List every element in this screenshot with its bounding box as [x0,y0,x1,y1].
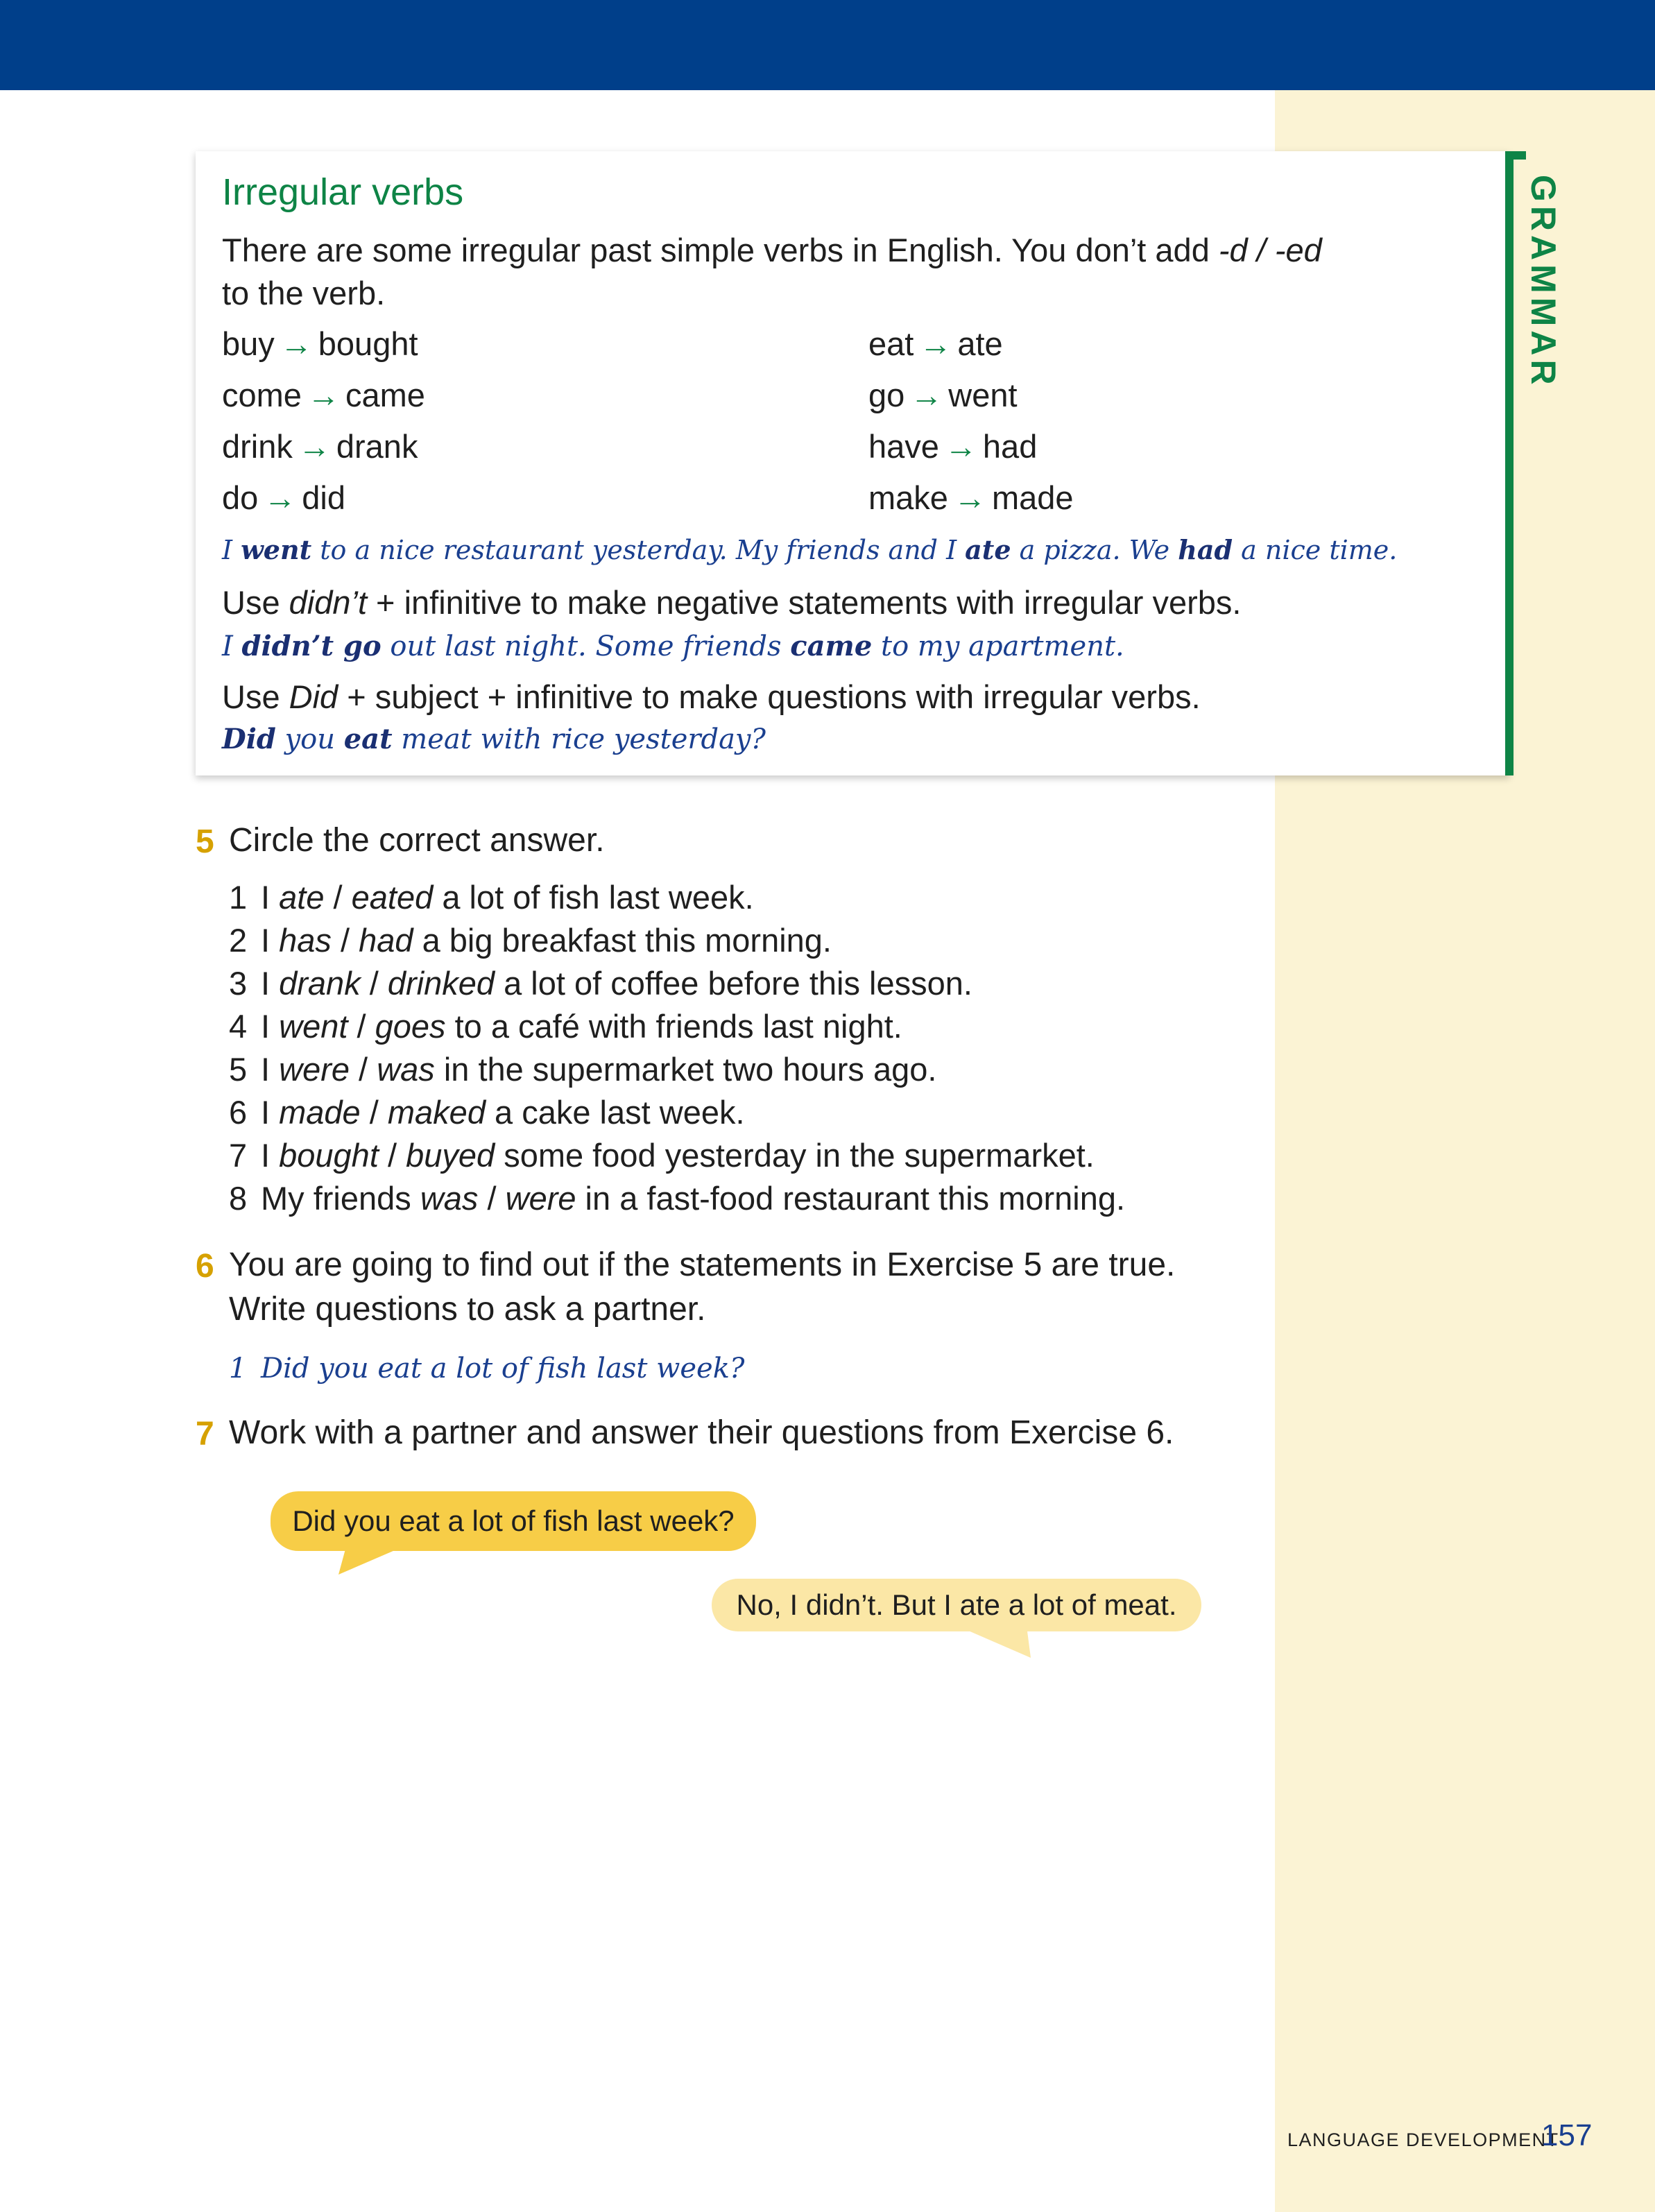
exercise-5-item [261,1093,745,1131]
speech-bubble-question: Did you eat a lot of fish last week? [271,1491,756,1551]
example-text: out last night. Some friends [381,631,791,662]
item-number: 8 [229,1180,248,1217]
item-text: some food yesterday in the supermarket. [495,1137,1095,1174]
verb-past: made [991,479,1074,516]
example-text: a nice time. [1233,535,1398,565]
exercise-6-example: Did you eat a lot of fish last week? [261,1353,745,1384]
arrow-icon: → [280,325,313,362]
option-separator: / [378,1137,406,1174]
item-text: to a café with friends last night. [445,1008,902,1045]
exercise-5-item [261,878,754,916]
option-b[interactable]: drinked [387,965,495,1002]
item-text: I [261,879,280,916]
exercise-5-item [261,964,972,1002]
grammar-intro [222,229,1322,272]
item-text: in the supermarket two hours ago. [434,1051,937,1088]
option-separator: / [360,965,388,1002]
example-text: a pizza. We [1011,535,1178,565]
exercise-7-number: 7 [196,1416,214,1452]
grammar-intro-line2: to the verb. [222,275,386,311]
verb-base: do [222,479,259,516]
exercise-5-item [261,1179,1125,1217]
example-text: meat with rice yesterday? [392,723,766,755]
intro-text: There are some irregular past simple verbs in English. You don’t add [222,232,1219,268]
example-bold: ate [965,534,1011,565]
example-text: I [222,631,242,662]
verb-pair [868,427,1037,465]
exercise-5-instruction: Circle the correct answer. [229,822,605,859]
example-bold: had [1178,534,1233,565]
option-separator: / [331,922,359,959]
example-text: to a nice restaurant yesterday. My friends and I [311,535,966,565]
option-a[interactable]: drank [279,965,361,1002]
grammar-negative-rule [222,581,1241,624]
item-text: I [261,922,280,959]
exercise-5-item [261,1136,1095,1174]
option-a[interactable]: has [279,922,332,959]
arrow-icon: → [264,479,297,516]
verb-past: bought [318,325,418,362]
speech-bubble-answer: No, I didn’t. But I ate a lot of meat. [712,1579,1201,1631]
verb-base: have [868,428,939,465]
rule-italic: Did [289,678,338,715]
verb-pair [222,427,418,465]
verb-pair [868,479,1074,517]
example-bold: went [241,534,312,565]
exercise-6-number: 6 [196,1248,214,1285]
footer-section-label: LANGUAGE DEVELOPMENT [1287,2129,1559,2150]
exercise-7-instruction: Work with a partner and answer their questions from Exercise 6. [229,1414,1174,1451]
exercise-5-item [261,1007,902,1045]
grammar-example-2 [222,630,1124,662]
exercise-5-item [261,1050,936,1088]
header-band [0,0,1655,90]
rule-text: + infinitive to make negative statements with irregular verbs. [367,584,1242,621]
arrow-icon: → [298,428,331,465]
grammar-question-rule [222,676,1201,719]
exercise-6-instruction-1: You are going to find out if the statements in Exercise 5 are true. [229,1246,1176,1283]
arrow-icon: → [944,428,977,465]
intro-suffix: -d / -ed [1218,232,1322,268]
example-bold: Did [222,723,276,755]
rule-text: Use [222,678,289,715]
item-text: a cake last week. [485,1094,745,1131]
item-text: I [261,965,280,1002]
example-bold: came [790,630,873,662]
option-a[interactable]: went [279,1008,348,1045]
arrow-icon: → [953,479,986,516]
grammar-label: GRAMMAR [1524,175,1563,389]
example-text: you [275,723,344,755]
option-separator: / [350,1051,377,1088]
verb-past: came [345,377,425,413]
verb-base: drink [222,428,293,465]
item-text: I [261,1008,280,1045]
item-number: 3 [229,965,248,1002]
verb-pair [222,376,425,414]
verb-past: went [948,377,1018,413]
verb-pair [868,376,1018,414]
page-number: 157 [1541,2118,1593,2152]
rule-text: + subject + infinitive to make questions with irregular verbs. [338,678,1201,715]
grammar-example-3 [222,723,766,755]
verb-pair [222,479,345,517]
verb-pair [868,325,1003,363]
item-text: a lot of coffee before this lesson. [495,965,972,1002]
option-b[interactable]: buyed [406,1137,495,1174]
verb-base: go [868,377,905,413]
verb-past: had [982,428,1038,465]
verb-base: buy [222,325,275,362]
verb-base: make [868,479,948,516]
verb-past: ate [957,325,1003,362]
exercise-5-number: 5 [196,823,214,860]
option-b[interactable]: maked [387,1094,486,1131]
option-b[interactable]: were [505,1180,576,1217]
example-text: to my apartment. [872,631,1124,662]
item-number: 5 [229,1051,248,1088]
item-number: 2 [229,922,248,959]
verb-base: eat [868,325,914,362]
example-bold: didn’t go [241,630,381,662]
item-text: a lot of fish last week. [433,879,754,916]
verb-base: come [222,377,302,413]
option-a[interactable]: was [420,1180,479,1217]
grammar-title: Irregular verbs [222,171,464,213]
option-a[interactable]: were [279,1051,350,1088]
example-text: I [222,535,241,565]
item-number: 7 [229,1137,248,1174]
option-a[interactable]: ate [279,879,325,916]
rule-text: Use [222,584,289,621]
item-number: 4 [229,1008,248,1045]
exercise-6-instruction-2: Write questions to ask a partner. [229,1291,706,1328]
arrow-icon: → [910,377,943,413]
option-separator: / [324,879,352,916]
option-separator: / [478,1180,506,1217]
item-text: a big breakfast this morning. [413,922,832,959]
verb-past: drank [336,428,418,465]
item-number: 6 [229,1094,248,1131]
verb-past: did [302,479,346,516]
option-a[interactable]: made [279,1094,361,1131]
option-b[interactable]: eated [351,879,434,916]
exercise-5-item [261,921,832,959]
option-separator: / [360,1094,388,1131]
grammar-bar [1505,151,1513,775]
item-number: 1 [229,879,248,916]
option-b[interactable]: was [377,1051,435,1088]
grammar-example-1 [222,534,1397,565]
example-bold: eat [343,723,393,755]
option-b[interactable]: had [359,922,413,959]
item-text: I [261,1051,280,1088]
arrow-icon: → [919,325,952,362]
arrow-icon: → [307,377,340,413]
option-b[interactable]: goes [375,1008,446,1045]
item-text: My friends [261,1180,420,1217]
option-a[interactable]: bought [279,1137,379,1174]
grammar-bar-cap [1505,151,1526,160]
option-separator: / [348,1008,375,1045]
item-text: in a fast-food restaurant this morning. [576,1180,1126,1217]
verb-pair [222,325,418,363]
item-text: I [261,1137,280,1174]
item-text: I [261,1094,280,1131]
rule-italic: didn’t [289,584,367,621]
exercise-6-example-number: 1 [229,1353,247,1384]
